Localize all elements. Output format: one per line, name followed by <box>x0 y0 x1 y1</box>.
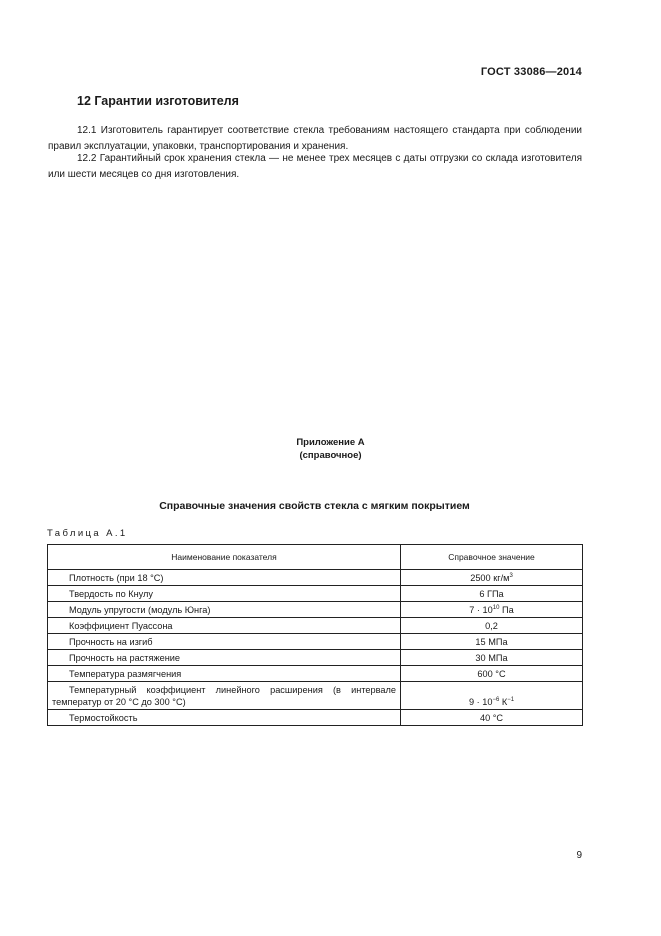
table-row <box>48 710 583 726</box>
paragraph-text: 12.2 Гарантийный срок хранения стекла — не менее трех месяцев с даты отгрузки со склада изготовителя или шести месяцев со дня изготовления. <box>48 153 582 180</box>
property-value: 30 МПа <box>401 650 583 666</box>
property-name: Температурный коэффициент линейного расширения (в интервале температур от 20 °С до 300 °С) <box>48 682 401 710</box>
property-name: Прочность на изгиб <box>48 634 401 650</box>
table-row <box>48 602 583 618</box>
property-value: 15 МПа <box>401 634 583 650</box>
property-name: Прочность на растяжение <box>48 650 401 666</box>
property-name: Температура размягчения <box>48 666 401 682</box>
property-name: Модуль упругости (модуль Юнга) <box>48 602 401 618</box>
property-name: Плотность (при 18 °С) <box>48 570 401 586</box>
column-header-value: Справочное значение <box>401 545 583 570</box>
table-row <box>48 570 583 586</box>
property-name: Термостойкость <box>48 710 401 726</box>
table-row <box>48 666 583 682</box>
properties-table <box>47 544 583 726</box>
property-value: $7 \cdot 10^{10}$ Па <box>401 602 583 618</box>
property-value: 6 ГПа <box>401 586 583 602</box>
table-row <box>48 634 583 650</box>
table-row <box>48 682 583 710</box>
table-row <box>48 650 583 666</box>
appendix-label: Приложение А <box>296 437 365 448</box>
property-value: 40 °С <box>401 710 583 726</box>
table-caption: Таблица А.1 <box>47 528 128 539</box>
property-name: Коэффициент Пуассона <box>48 618 401 634</box>
property-value: 2500 $кг/м^3$ <box>401 570 583 586</box>
paragraph-text: 12.1 Изготовитель гарантирует соответствие стекла требованиям настоящего стандарта при соблюдении правил эксплуатации, упаковки, транспортирования и хранения. <box>48 125 582 152</box>
paragraph-12-1 <box>48 123 582 154</box>
table-row <box>48 586 583 602</box>
standard-code: ГОСТ 33086—2014 <box>480 66 582 78</box>
paragraph-12-2 <box>48 151 582 182</box>
section-title: 12 Гарантии изготовителя <box>77 94 239 108</box>
appendix-type: (справочное) <box>299 450 362 461</box>
table-header-row <box>48 545 583 570</box>
table-row <box>48 618 583 634</box>
property-value: $9 \cdot 10^{-6}$ $К^{-1}$ <box>401 682 583 710</box>
property-value: 0,2 <box>401 618 583 634</box>
appendix-title: Справочные значения свойств стекла с мягким покрытием <box>159 500 470 512</box>
property-name: Твердость по Кнулу <box>48 586 401 602</box>
column-header-name: Наименование показателя <box>48 545 401 570</box>
property-value: 600 °С <box>401 666 583 682</box>
appendix-heading <box>0 436 661 462</box>
page-number: 9 <box>576 850 582 861</box>
